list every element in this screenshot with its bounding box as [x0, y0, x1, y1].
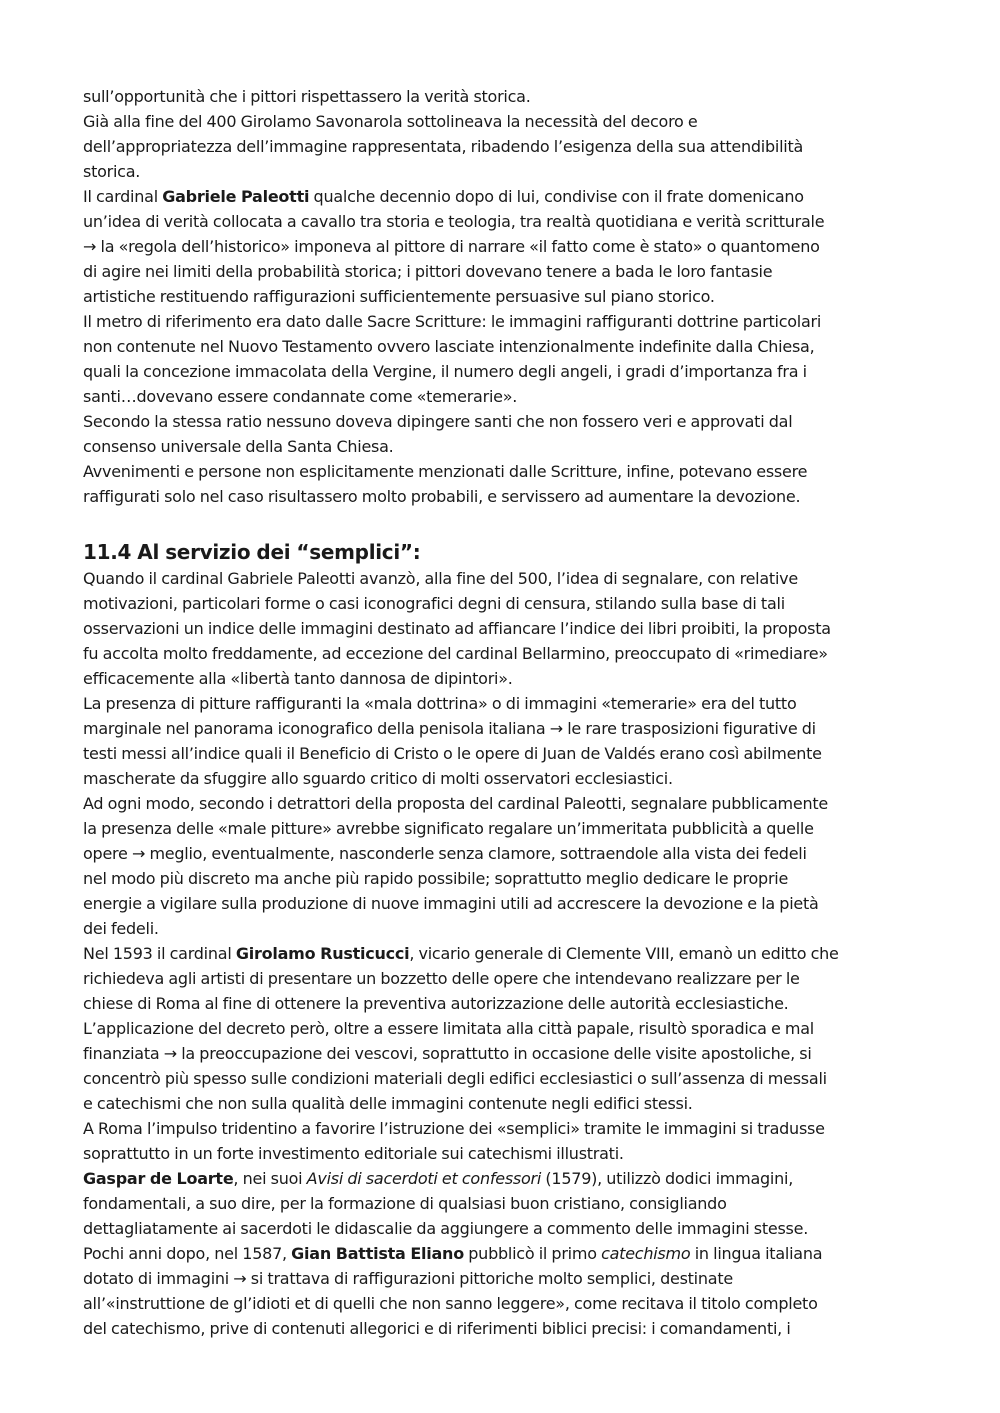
line-text: dettagliatamente ai sacerdoti le didascalie da aggiungere a commento delle immagini stesse. — [83, 1219, 809, 1238]
line-text: chiese di Roma al fine di ottenere la preventiva autorizzazione delle autorità ecclesiastiche. — [83, 994, 789, 1013]
text-line — [83, 309, 933, 334]
line-text: soprattutto in un forte investimento editoriale sui catechismi illustrati. — [83, 1144, 624, 1163]
text-line — [83, 134, 933, 159]
line-text: santi…dovevano essere condannate come «temerarie». — [83, 387, 518, 406]
line-text: richiedeva agli artisti di presentare un bozzetto delle opere che intendevano realizzare per le — [83, 969, 800, 988]
text-line — [83, 941, 933, 966]
text-line — [83, 991, 933, 1016]
bold-name: Girolamo Rusticucci — [235, 944, 410, 963]
line-text: di agire nei limiti della probabilità storica; i pittori dovevano tenere a bada le loro fantasie — [83, 262, 773, 281]
text-line — [83, 184, 933, 209]
line-text: nel modo più discreto ma anche più rapido possibile; soprattutto meglio dedicare le proprie — [83, 869, 789, 888]
line-text: L’applicazione del decreto però, oltre a essere limitata alla città papale, risultò sporadica e mal — [83, 1019, 814, 1038]
line-text: dell’appropriatezza dell’immagine rappresentata, ribadendo l’esigenza della sua attendibilità — [83, 137, 804, 156]
text-line — [83, 891, 933, 916]
bold-name: Gian Battista Eliano — [291, 1244, 464, 1263]
line-text: storica. — [83, 162, 141, 181]
text-line — [83, 434, 933, 459]
text-line — [83, 84, 933, 109]
text-line — [83, 841, 933, 866]
text-line — [83, 741, 933, 766]
paragraph-spacer — [83, 509, 933, 534]
line-text: Quando il cardinal Gabriele Paleotti avanzò, alla fine del 500, l’idea di segnalare, con relative — [83, 569, 798, 588]
line-text: non contenute nel Nuovo Testamento ovvero lasciate intenzionalmente indefinite dalla Chiesa, — [83, 337, 815, 356]
line-text: sull’opportunità che i pittori rispettassero la verità storica. — [83, 87, 531, 106]
text-line — [83, 866, 933, 891]
line-text: marginale nel panorama iconografico della penisola italiana → le rare trasposizioni figurative di — [83, 719, 816, 738]
text-line — [83, 766, 933, 791]
text-line — [83, 1116, 933, 1141]
bold-name: Gabriele Paleotti — [162, 187, 310, 206]
line-text: motivazioni, particolari forme o casi iconografici degni di censura, stilando sulla base di tali — [83, 594, 785, 613]
line-text: pubblicò il primo — [463, 1244, 602, 1263]
text-line — [83, 1291, 933, 1316]
line-text: del catechismo, prive di contenuti allegorici e di riferimenti biblici precisi: i comandamenti, i — [83, 1319, 791, 1338]
line-text: Il metro di riferimento era dato dalle Sacre Scritture: le immagini raffiguranti dottrine particolari — [83, 312, 822, 331]
line-text: un’idea di verità collocata a cavallo tra storia e teologia, tra realtà quotidiana e verità scritturale — [83, 212, 825, 231]
text-line — [83, 1241, 933, 1266]
text-line — [83, 159, 933, 184]
text-line — [83, 1166, 933, 1191]
text-line — [83, 1141, 933, 1166]
line-text: testi messi all’indice quali il Beneficio di Cristo o le opere di Juan de Valdés erano così abilmente — [83, 744, 822, 763]
line-text: la presenza delle «male pitture» avrebbe significato regalare un’immeritata pubblicità a quelle — [83, 819, 814, 838]
line-text: consenso universale della Santa Chiesa. — [83, 437, 394, 456]
line-text: raffigurati solo nel caso risultassero molto probabili, e servissero ad aumentare la devozione. — [83, 487, 801, 506]
line-text: finanziata → la preoccupazione dei vescovi, soprattutto in occasione delle visite apostoliche, si — [83, 1044, 812, 1063]
line-text: osservazioni un indice delle immagini destinato ad affiancare l’indice dei libri proibiti, la proposta — [83, 619, 831, 638]
line-text: Già alla fine del 400 Girolamo Savonarola sottolineava la necessità del decoro e — [83, 112, 698, 131]
text-line — [83, 691, 933, 716]
document-page — [83, 84, 933, 1341]
line-text: Ad ogni modo, secondo i detrattori della proposta del cardinal Paleotti, segnalare pubblicamente — [83, 794, 828, 813]
line-text: Secondo la stessa ratio nessuno doveva dipingere santi che non fossero veri e approvati dal — [83, 412, 793, 431]
line-text: Pochi anni dopo, nel 1587, — [83, 1244, 292, 1263]
text-line — [83, 384, 933, 409]
line-text: concentrò più spesso sulle condizioni materiali degli edifici ecclesiastici o sull’assenza di messali — [83, 1069, 827, 1088]
line-text: La presenza di pitture raffiguranti la «mala dottrina» o di immagini «temerarie» era del tutto — [83, 694, 797, 713]
text-line — [83, 816, 933, 841]
line-text: energie a vigilare sulla produzione di nuove immagini utili ad accrescere la devozione e la pietà — [83, 894, 819, 913]
line-text: efficacemente alla «libertà tanto dannosa de dipintori». — [83, 669, 513, 688]
line-text: fu accolta molto freddamente, ad eccezione del cardinal Bellarmino, preoccupato di «rimediare» — [83, 644, 828, 663]
line-text: , vicario generale di Clemente VIII, emanò un editto che — [409, 944, 839, 963]
text-line — [83, 1041, 933, 1066]
text-line — [83, 1066, 933, 1091]
text-line — [83, 916, 933, 941]
line-text: Avvenimenti e persone non esplicitamente menzionati dalle Scritture, infine, potevano essere — [83, 462, 808, 481]
text-line — [83, 1191, 933, 1216]
italic-title: Avisi di sacerdoti et confessori — [306, 1169, 542, 1188]
line-text: , nei suoi — [233, 1169, 307, 1188]
text-line — [83, 1216, 933, 1241]
text-line — [83, 459, 933, 484]
line-text: fondamentali, a suo dire, per la formazione di qualsiasi buon cristiano, consigliando — [83, 1194, 727, 1213]
line-text: qualche decennio dopo di lui, condivise con il frate domenicano — [309, 187, 804, 206]
line-text: artistiche restituendo raffigurazioni sufficientemente persuasive sul piano storico. — [83, 287, 715, 306]
text-line — [83, 1316, 933, 1341]
bold-name: Gaspar de Loarte — [83, 1169, 234, 1188]
line-text: Il cardinal — [83, 187, 163, 206]
text-line — [83, 259, 933, 284]
line-text: → la «regola dell’historico» imponeva al pittore di narrare «il fatto come è stato» o quantomeno — [83, 237, 820, 256]
line-text: opere → meglio, eventualmente, nasconderle senza clamore, sottraendole alla vista dei fedeli — [83, 844, 807, 863]
text-line — [83, 209, 933, 234]
text-line — [83, 234, 933, 259]
text-line — [83, 1266, 933, 1291]
text-line — [83, 334, 933, 359]
text-line — [83, 666, 933, 691]
text-line — [83, 791, 933, 816]
italic-title: catechismo — [601, 1244, 691, 1263]
line-text: dotato di immagini → si trattava di raffigurazioni pittoriche molto semplici, destinate — [83, 1269, 733, 1288]
text-line — [83, 716, 933, 741]
text-line — [83, 566, 933, 591]
line-text: e catechismi che non sulla qualità delle immagini contenute negli edifici stessi. — [83, 1094, 693, 1113]
line-text: quali la concezione immacolata della Vergine, il numero degli angeli, i gradi d’importanza fra i — [83, 362, 807, 381]
line-text: Nel 1593 il cardinal — [83, 944, 236, 963]
line-text: A Roma l’impulso tridentino a favorire l’istruzione dei «semplici» tramite le immagini si tradusse — [83, 1119, 825, 1138]
intro-paragraphs — [83, 84, 933, 509]
text-line — [83, 1091, 933, 1116]
line-text: mascherate da sfuggire allo sguardo critico di molti osservatori ecclesiastici. — [83, 769, 673, 788]
text-line — [83, 1016, 933, 1041]
text-line — [83, 484, 933, 509]
text-line — [83, 284, 933, 309]
text-line — [83, 616, 933, 641]
text-line — [83, 966, 933, 991]
text-line — [83, 109, 933, 134]
line-text: in lingua italiana — [690, 1244, 823, 1263]
line-text: dei fedeli. — [83, 919, 159, 938]
line-text: all’«instruttione de gl’idioti et di quelli che non sanno leggere», come recitava il titolo completo — [83, 1294, 818, 1313]
line-text: (1579), utilizzò dodici immagini, — [541, 1169, 794, 1188]
text-line — [83, 641, 933, 666]
text-line — [83, 409, 933, 434]
section-paragraphs — [83, 566, 933, 1341]
text-line — [83, 591, 933, 616]
section-heading: 11.4 Al servizio dei “semplici”: — [83, 540, 421, 564]
text-line — [83, 359, 933, 384]
